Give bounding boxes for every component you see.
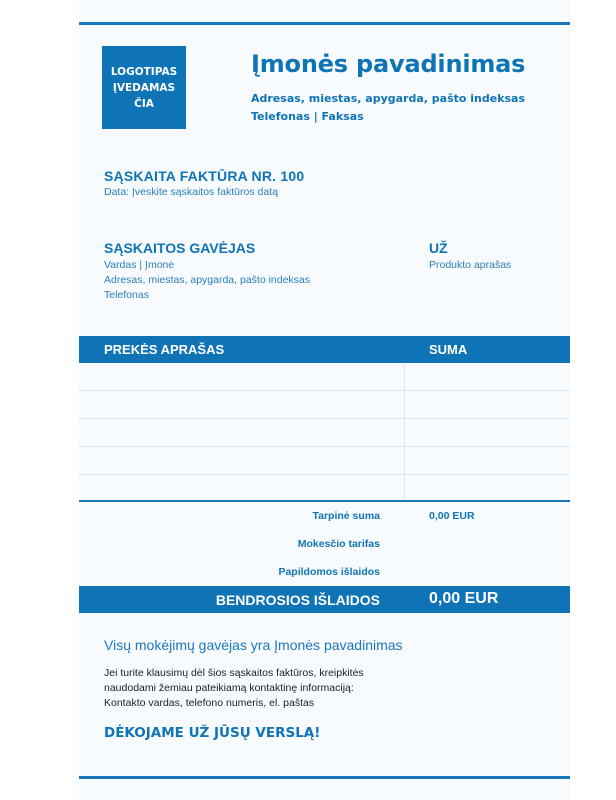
bill-to-name[interactable]: Vardas | Įmonė: [104, 259, 175, 271]
column-divider: [404, 363, 405, 500]
for-description[interactable]: Produkto aprašas: [429, 259, 512, 271]
total-label: BENDROSIOS IŠLAIDOS: [215, 592, 380, 608]
table-row[interactable]: [79, 391, 570, 419]
contact-note-line-2[interactable]: naudodami žemiau pateikiamą kontaktinę informaciją:: [104, 682, 354, 694]
company-name[interactable]: Įmonės pavadinimas: [251, 50, 526, 78]
top-rule: [79, 22, 570, 25]
bottom-rule: [79, 776, 570, 779]
logo-placeholder[interactable]: LOGOTIPAS ĮVEDAMAS ČIA: [102, 46, 186, 129]
other-costs-label: Papildomos išlaidos: [278, 566, 380, 578]
payee-statement[interactable]: Visų mokėjimų gavėjas yra Įmonės pavadinimas: [104, 637, 403, 653]
invoice-date[interactable]: Data: Įveskite sąskaitos faktūros datą: [104, 186, 278, 198]
company-contacts[interactable]: Telefonas | Faksas: [251, 110, 364, 123]
for-title: UŽ: [429, 240, 448, 256]
table-row[interactable]: [79, 447, 570, 475]
thank-you-message[interactable]: DĖKOJAME UŽ JŪSŲ VERSLĄ!: [104, 725, 321, 741]
bill-to-phone[interactable]: Telefonas: [104, 289, 149, 301]
subtotal-label: Tarpinė suma: [312, 510, 380, 522]
contact-note-line-3[interactable]: Kontakto vardas, telefono numeris, el. paštas: [104, 697, 315, 709]
subtotal-value[interactable]: 0,00 EUR: [429, 510, 475, 522]
bill-to-address[interactable]: Adresas, miestas, apygarda, pašto indeksas: [104, 274, 311, 286]
invoice-title[interactable]: SĄSKAITA FAKTŪRA NR. 100: [104, 168, 305, 184]
tax-rate-label: Mokesčio tarifas: [297, 538, 380, 550]
contact-note-line-1[interactable]: Jei turite klausimų dėl šios sąskaitos faktūros, kreipkitės: [104, 667, 364, 679]
total-bar: [79, 586, 570, 613]
table-row[interactable]: [79, 474, 570, 501]
company-address[interactable]: Adresas, miestas, apygarda, pašto indeksas: [251, 92, 526, 105]
items-table-header: [79, 336, 570, 363]
column-header-description: PREKĖS APRAŠAS: [104, 342, 225, 357]
column-header-amount: SUMA: [429, 342, 468, 357]
table-row[interactable]: [79, 363, 570, 391]
table-bottom-rule: [79, 500, 570, 502]
bill-to-title: SĄSKAITOS GAVĖJAS: [104, 240, 256, 256]
table-row[interactable]: [79, 419, 570, 447]
total-value[interactable]: 0,00 EUR: [429, 590, 499, 607]
